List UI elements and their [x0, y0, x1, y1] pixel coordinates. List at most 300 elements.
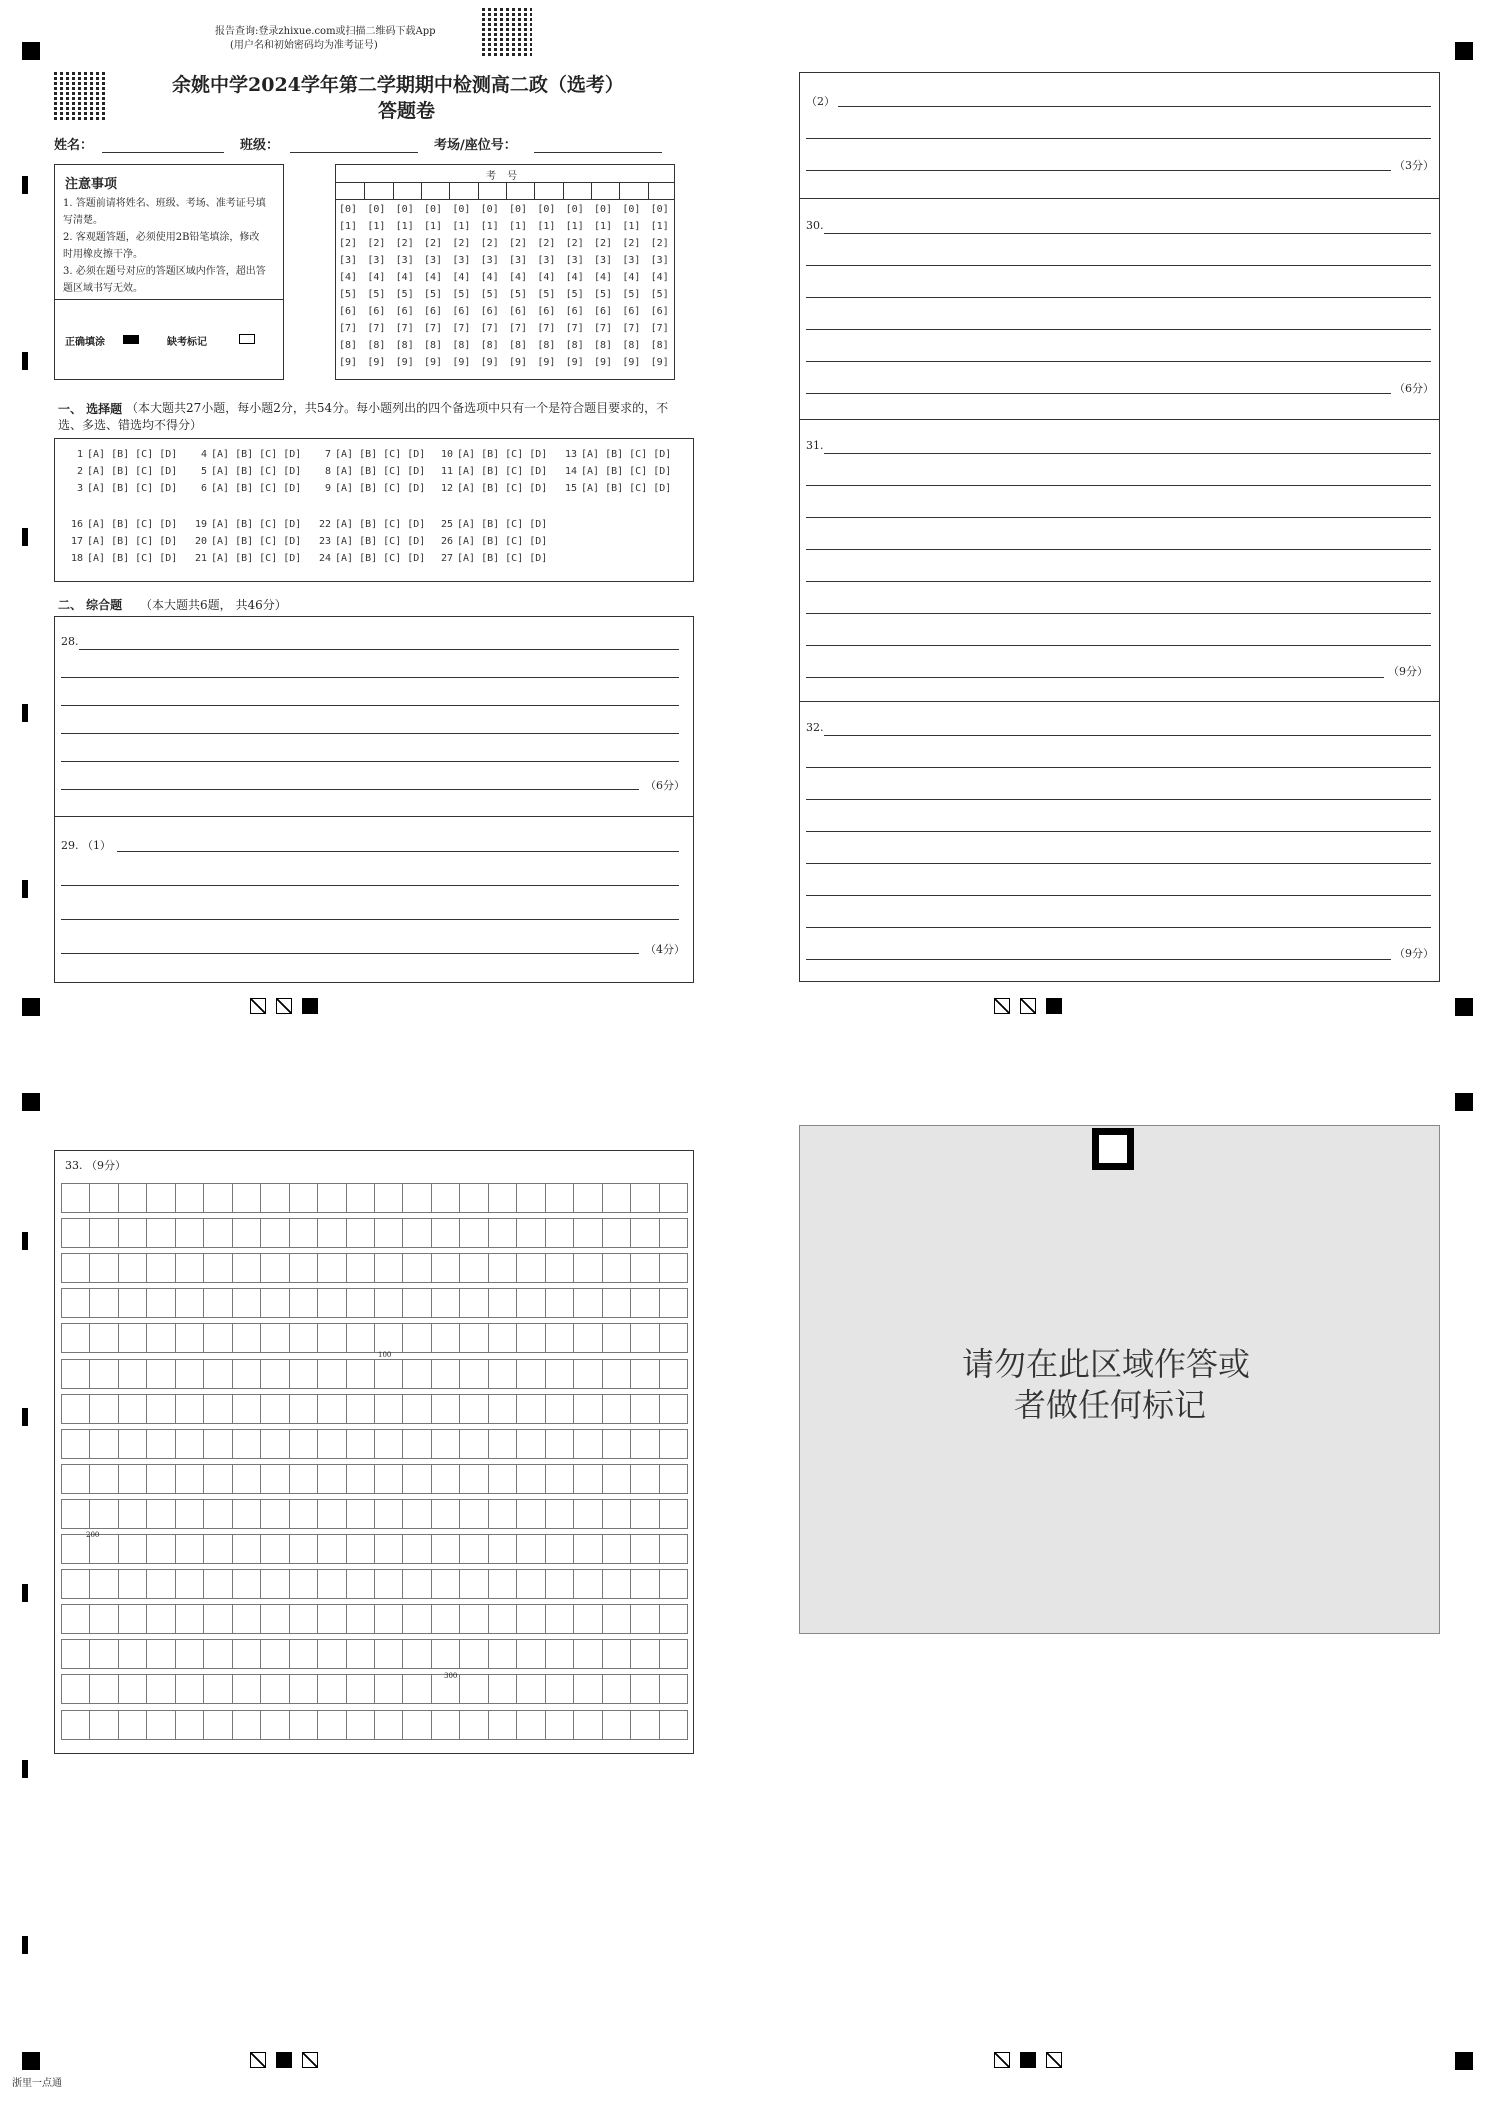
digit-bubble[interactable]: [6] — [565, 306, 584, 317]
essay-cell[interactable] — [659, 1253, 688, 1283]
digit-bubble[interactable]: [4] — [367, 272, 386, 283]
essay-cell[interactable] — [146, 1218, 175, 1248]
essay-cell[interactable] — [289, 1674, 318, 1704]
essay-cell[interactable] — [346, 1359, 375, 1389]
essay-cell[interactable] — [516, 1323, 545, 1353]
essay-cell[interactable] — [175, 1710, 204, 1740]
essay-cell[interactable] — [175, 1183, 204, 1213]
essay-cell[interactable] — [630, 1253, 659, 1283]
essay-cell[interactable] — [118, 1253, 147, 1283]
essay-cell[interactable] — [260, 1674, 289, 1704]
digit-bubble[interactable]: [2] — [367, 238, 386, 249]
essay-cell[interactable] — [260, 1569, 289, 1599]
essay-cell[interactable] — [431, 1429, 460, 1459]
essay-cell[interactable] — [630, 1218, 659, 1248]
essay-cell[interactable] — [346, 1323, 375, 1353]
answer-line[interactable] — [806, 549, 1431, 550]
essay-cell[interactable] — [659, 1639, 688, 1669]
essay-cell[interactable] — [118, 1639, 147, 1669]
essay-cell[interactable] — [374, 1429, 403, 1459]
digit-bubble[interactable]: [7] — [509, 323, 528, 334]
essay-cell[interactable] — [545, 1288, 574, 1318]
digit-bubble[interactable]: [3] — [565, 255, 584, 266]
essay-cell[interactable] — [175, 1464, 204, 1494]
digit-bubble[interactable]: [4] — [509, 272, 528, 283]
essay-cell[interactable] — [260, 1288, 289, 1318]
essay-cell[interactable] — [573, 1429, 602, 1459]
essay-cell[interactable] — [346, 1218, 375, 1248]
digit-bubble[interactable]: [6] — [537, 306, 556, 317]
essay-cell[interactable] — [289, 1639, 318, 1669]
answer-line[interactable] — [806, 485, 1431, 486]
essay-cell[interactable] — [602, 1499, 631, 1529]
essay-cell[interactable] — [402, 1359, 431, 1389]
digit-bubble[interactable]: [6] — [622, 306, 641, 317]
essay-cell[interactable] — [459, 1323, 488, 1353]
digit-bubble[interactable]: [2] — [480, 238, 499, 249]
essay-cell[interactable] — [61, 1288, 90, 1318]
digit-bubble[interactable]: [9] — [537, 357, 556, 368]
essay-cell[interactable] — [346, 1604, 375, 1634]
essay-cell[interactable] — [203, 1359, 232, 1389]
essay-cell[interactable] — [232, 1253, 261, 1283]
essay-cell[interactable] — [459, 1464, 488, 1494]
digit-bubble[interactable]: [6] — [480, 306, 499, 317]
digit-bubble[interactable]: [4] — [480, 272, 499, 283]
essay-cell[interactable] — [659, 1499, 688, 1529]
essay-cell[interactable] — [374, 1218, 403, 1248]
essay-cell[interactable] — [89, 1288, 118, 1318]
essay-cell[interactable] — [459, 1499, 488, 1529]
essay-cell[interactable] — [545, 1639, 574, 1669]
essay-cell[interactable] — [402, 1429, 431, 1459]
essay-cell[interactable] — [203, 1183, 232, 1213]
essay-cell[interactable] — [89, 1253, 118, 1283]
answer-line[interactable] — [806, 767, 1431, 768]
digit-bubble[interactable]: [1] — [339, 221, 358, 232]
digit-bubble[interactable]: [6] — [424, 306, 443, 317]
essay-cell[interactable] — [203, 1639, 232, 1669]
essay-cell[interactable] — [402, 1288, 431, 1318]
digit-bubble[interactable]: [1] — [452, 221, 471, 232]
digit-bubble[interactable]: [1] — [424, 221, 443, 232]
essay-cell[interactable] — [431, 1323, 460, 1353]
essay-cell[interactable] — [203, 1534, 232, 1564]
essay-cell[interactable] — [232, 1359, 261, 1389]
digit-bubble[interactable]: [1] — [509, 221, 528, 232]
essay-cell[interactable] — [260, 1534, 289, 1564]
essay-cell[interactable] — [118, 1394, 147, 1424]
essay-cell[interactable] — [516, 1183, 545, 1213]
digit-bubble[interactable]: [6] — [509, 306, 528, 317]
essay-cell[interactable] — [402, 1639, 431, 1669]
essay-cell[interactable] — [260, 1253, 289, 1283]
choice-question[interactable]: 18 [A] [B] [C] [D] — [70, 553, 178, 564]
digit-bubble[interactable]: [9] — [622, 357, 641, 368]
essay-cell[interactable] — [374, 1569, 403, 1599]
answer-line[interactable] — [806, 613, 1431, 614]
essay-cell[interactable] — [175, 1429, 204, 1459]
essay-cell[interactable] — [374, 1253, 403, 1283]
answer-line[interactable] — [806, 265, 1431, 266]
essay-cell[interactable] — [488, 1499, 517, 1529]
essay-cell[interactable] — [118, 1604, 147, 1634]
essay-cell[interactable] — [289, 1710, 318, 1740]
essay-cell[interactable] — [659, 1288, 688, 1318]
essay-cell[interactable] — [232, 1394, 261, 1424]
choice-question[interactable]: 17 [A] [B] [C] [D] — [70, 536, 178, 547]
digit-bubble[interactable]: [6] — [367, 306, 386, 317]
essay-cell[interactable] — [545, 1394, 574, 1424]
choice-question[interactable]: 15 [A] [B] [C] [D] — [564, 483, 672, 494]
essay-cell[interactable] — [630, 1710, 659, 1740]
digit-bubble[interactable]: [1] — [594, 221, 613, 232]
digit-bubble[interactable]: [3] — [537, 255, 556, 266]
digit-bubble[interactable]: [3] — [594, 255, 613, 266]
essay-cell[interactable] — [317, 1674, 346, 1704]
essay-cell[interactable] — [146, 1394, 175, 1424]
essay-cell[interactable] — [573, 1639, 602, 1669]
essay-cell[interactable] — [203, 1674, 232, 1704]
essay-cell[interactable] — [602, 1569, 631, 1599]
essay-cell[interactable] — [488, 1464, 517, 1494]
answer-line[interactable] — [61, 919, 679, 920]
digit-bubble[interactable]: [1] — [537, 221, 556, 232]
choice-question[interactable]: 12 [A] [B] [C] [D] — [440, 483, 548, 494]
essay-cell[interactable] — [232, 1464, 261, 1494]
essay-cell[interactable] — [317, 1183, 346, 1213]
essay-cell[interactable] — [516, 1288, 545, 1318]
essay-cell[interactable] — [602, 1674, 631, 1704]
essay-cell[interactable] — [61, 1639, 90, 1669]
answer-line[interactable] — [61, 705, 679, 706]
digit-bubble[interactable]: [5] — [339, 289, 358, 300]
digit-bubble[interactable]: [4] — [565, 272, 584, 283]
choice-question[interactable]: 26 [A] [B] [C] [D] — [440, 536, 548, 547]
essay-cell[interactable] — [346, 1569, 375, 1599]
essay-cell[interactable] — [118, 1359, 147, 1389]
essay-cell[interactable] — [488, 1674, 517, 1704]
digit-bubble[interactable]: [7] — [594, 323, 613, 334]
answer-line[interactable] — [806, 895, 1431, 896]
essay-cell[interactable] — [374, 1183, 403, 1213]
answer-line[interactable] — [61, 953, 639, 954]
digit-bubble[interactable]: [0] — [424, 204, 443, 215]
digit-bubble[interactable]: [7] — [565, 323, 584, 334]
essay-cell[interactable] — [317, 1253, 346, 1283]
choice-question[interactable]: 8 [A] [B] [C] [D] — [324, 466, 426, 477]
essay-cell[interactable] — [317, 1288, 346, 1318]
digit-bubble[interactable]: [3] — [480, 255, 499, 266]
digit-bubble[interactable]: [9] — [339, 357, 358, 368]
essay-cell[interactable] — [289, 1323, 318, 1353]
essay-cell[interactable] — [118, 1183, 147, 1213]
digit-bubble[interactable]: [9] — [565, 357, 584, 368]
digit-bubble[interactable]: [1] — [480, 221, 499, 232]
answer-line[interactable] — [61, 885, 679, 886]
digit-bubble[interactable]: [4] — [537, 272, 556, 283]
digit-bubble[interactable]: [7] — [367, 323, 386, 334]
digit-bubble[interactable]: [0] — [452, 204, 471, 215]
essay-cell[interactable] — [659, 1394, 688, 1424]
essay-cell[interactable] — [175, 1394, 204, 1424]
essay-cell[interactable] — [573, 1534, 602, 1564]
essay-cell[interactable] — [516, 1674, 545, 1704]
essay-cell[interactable] — [573, 1253, 602, 1283]
choice-question[interactable]: 21 [A] [B] [C] [D] — [194, 553, 302, 564]
essay-cell[interactable] — [459, 1604, 488, 1634]
essay-cell[interactable] — [431, 1464, 460, 1494]
essay-cell[interactable] — [203, 1464, 232, 1494]
essay-cell[interactable] — [317, 1323, 346, 1353]
essay-cell[interactable] — [346, 1639, 375, 1669]
essay-cell[interactable] — [602, 1359, 631, 1389]
essay-cell[interactable] — [260, 1429, 289, 1459]
answer-line[interactable] — [806, 799, 1431, 800]
choice-question[interactable]: 22 [A] [B] [C] [D] — [318, 519, 426, 530]
essay-cell[interactable] — [630, 1569, 659, 1599]
digit-bubble[interactable]: [5] — [622, 289, 641, 300]
essay-cell[interactable] — [402, 1674, 431, 1704]
essay-cell[interactable] — [545, 1429, 574, 1459]
digit-bubble[interactable]: [8] — [622, 340, 641, 351]
essay-cell[interactable] — [402, 1464, 431, 1494]
answer-line[interactable] — [806, 138, 1431, 139]
essay-cell[interactable] — [402, 1183, 431, 1213]
choice-question[interactable]: 25 [A] [B] [C] [D] — [440, 519, 548, 530]
choice-question[interactable]: 7 [A] [B] [C] [D] — [324, 449, 426, 460]
essay-cell[interactable] — [203, 1604, 232, 1634]
essay-cell[interactable] — [317, 1359, 346, 1389]
essay-cell[interactable] — [232, 1499, 261, 1529]
digit-bubble[interactable]: [6] — [452, 306, 471, 317]
essay-cell[interactable] — [317, 1464, 346, 1494]
answer-line[interactable] — [806, 361, 1431, 362]
digit-bubble[interactable]: [3] — [650, 255, 669, 266]
essay-cell[interactable] — [431, 1288, 460, 1318]
digit-bubble[interactable]: [4] — [452, 272, 471, 283]
essay-cell[interactable] — [659, 1674, 688, 1704]
digit-bubble[interactable]: [0] — [367, 204, 386, 215]
essay-cell[interactable] — [61, 1604, 90, 1634]
essay-cell[interactable] — [146, 1674, 175, 1704]
essay-cell[interactable] — [402, 1323, 431, 1353]
essay-cell[interactable] — [61, 1464, 90, 1494]
digit-bubble[interactable]: [4] — [622, 272, 641, 283]
essay-cell[interactable] — [146, 1288, 175, 1318]
essay-cell[interactable] — [260, 1323, 289, 1353]
essay-cell[interactable] — [232, 1710, 261, 1740]
answer-line[interactable] — [824, 233, 1431, 234]
essay-cell[interactable] — [488, 1323, 517, 1353]
essay-cell[interactable] — [602, 1710, 631, 1740]
essay-cell[interactable] — [602, 1604, 631, 1634]
essay-cell[interactable] — [545, 1710, 574, 1740]
choice-question[interactable]: 16 [A] [B] [C] [D] — [70, 519, 178, 530]
digit-bubble[interactable]: [9] — [480, 357, 499, 368]
essay-cell[interactable] — [175, 1534, 204, 1564]
digit-bubble[interactable]: [0] — [594, 204, 613, 215]
essay-cell[interactable] — [630, 1534, 659, 1564]
essay-cell[interactable] — [459, 1569, 488, 1599]
essay-cell[interactable] — [573, 1359, 602, 1389]
essay-cell[interactable] — [459, 1639, 488, 1669]
essay-cell[interactable] — [146, 1710, 175, 1740]
essay-cell[interactable] — [346, 1253, 375, 1283]
essay-cell[interactable] — [203, 1253, 232, 1283]
answer-line[interactable] — [61, 677, 679, 678]
essay-cell[interactable] — [118, 1569, 147, 1599]
essay-cell[interactable] — [260, 1710, 289, 1740]
digit-bubble[interactable]: [0] — [480, 204, 499, 215]
essay-cell[interactable] — [289, 1183, 318, 1213]
essay-cell[interactable] — [175, 1499, 204, 1529]
essay-cell[interactable] — [232, 1288, 261, 1318]
essay-cell[interactable] — [602, 1288, 631, 1318]
digit-bubble[interactable]: [8] — [509, 340, 528, 351]
class-field[interactable] — [290, 152, 418, 153]
answer-line[interactable] — [806, 927, 1431, 928]
essay-cell[interactable] — [488, 1429, 517, 1459]
essay-cell[interactable] — [573, 1323, 602, 1353]
choice-question[interactable]: 14 [A] [B] [C] [D] — [564, 466, 672, 477]
essay-cell[interactable] — [118, 1288, 147, 1318]
essay-cell[interactable] — [488, 1394, 517, 1424]
choice-question[interactable]: 24 [A] [B] [C] [D] — [318, 553, 426, 564]
essay-cell[interactable] — [630, 1429, 659, 1459]
essay-cell[interactable] — [260, 1359, 289, 1389]
essay-cell[interactable] — [203, 1710, 232, 1740]
digit-bubble[interactable]: [5] — [509, 289, 528, 300]
essay-cell[interactable] — [89, 1710, 118, 1740]
essay-cell[interactable] — [260, 1218, 289, 1248]
essay-cell[interactable] — [516, 1569, 545, 1599]
essay-cell[interactable] — [317, 1710, 346, 1740]
choice-question[interactable]: 6 [A] [B] [C] [D] — [200, 483, 302, 494]
essay-cell[interactable] — [602, 1253, 631, 1283]
essay-cell[interactable] — [431, 1253, 460, 1283]
essay-cell[interactable] — [89, 1604, 118, 1634]
essay-cell[interactable] — [374, 1710, 403, 1740]
essay-cell[interactable] — [61, 1569, 90, 1599]
essay-cell[interactable] — [89, 1218, 118, 1248]
digit-bubble[interactable]: [2] — [622, 238, 641, 249]
essay-cell[interactable] — [232, 1323, 261, 1353]
answer-line[interactable] — [806, 831, 1431, 832]
essay-cell[interactable] — [146, 1639, 175, 1669]
essay-cell[interactable] — [61, 1394, 90, 1424]
essay-cell[interactable] — [573, 1674, 602, 1704]
essay-cell[interactable] — [630, 1394, 659, 1424]
digit-bubble[interactable]: [0] — [509, 204, 528, 215]
digit-bubble[interactable]: [0] — [650, 204, 669, 215]
essay-cell[interactable] — [175, 1569, 204, 1599]
essay-cell[interactable] — [431, 1394, 460, 1424]
essay-cell[interactable] — [374, 1639, 403, 1669]
essay-cell[interactable] — [630, 1183, 659, 1213]
digit-bubble[interactable]: [1] — [395, 221, 414, 232]
essay-cell[interactable] — [89, 1499, 118, 1529]
essay-grid[interactable] — [61, 1183, 687, 1745]
answer-line[interactable] — [61, 733, 679, 734]
essay-cell[interactable] — [431, 1569, 460, 1599]
choice-question[interactable]: 19 [A] [B] [C] [D] — [194, 519, 302, 530]
digit-bubble[interactable]: [3] — [452, 255, 471, 266]
digit-bubble[interactable]: [9] — [367, 357, 386, 368]
essay-cell[interactable] — [61, 1429, 90, 1459]
essay-cell[interactable] — [602, 1464, 631, 1494]
essay-cell[interactable] — [317, 1218, 346, 1248]
essay-cell[interactable] — [175, 1604, 204, 1634]
essay-cell[interactable] — [630, 1359, 659, 1389]
digit-bubble[interactable]: [0] — [339, 204, 358, 215]
choice-question[interactable]: 27 [A] [B] [C] [D] — [440, 553, 548, 564]
digit-bubble[interactable]: [5] — [424, 289, 443, 300]
essay-cell[interactable] — [488, 1218, 517, 1248]
essay-cell[interactable] — [203, 1499, 232, 1529]
essay-cell[interactable] — [630, 1464, 659, 1494]
essay-cell[interactable] — [545, 1253, 574, 1283]
essay-cell[interactable] — [659, 1534, 688, 1564]
digit-bubble[interactable]: [4] — [424, 272, 443, 283]
essay-cell[interactable] — [459, 1359, 488, 1389]
essay-cell[interactable] — [659, 1359, 688, 1389]
digit-bubble[interactable]: [8] — [537, 340, 556, 351]
digit-bubble[interactable]: [0] — [622, 204, 641, 215]
digit-bubble[interactable]: [6] — [339, 306, 358, 317]
digit-bubble[interactable]: [6] — [594, 306, 613, 317]
essay-cell[interactable] — [630, 1639, 659, 1669]
essay-cell[interactable] — [602, 1323, 631, 1353]
essay-cell[interactable] — [146, 1183, 175, 1213]
seat-field[interactable] — [534, 152, 662, 153]
essay-cell[interactable] — [374, 1674, 403, 1704]
essay-cell[interactable] — [175, 1359, 204, 1389]
essay-cell[interactable] — [232, 1639, 261, 1669]
essay-cell[interactable] — [545, 1323, 574, 1353]
answer-line[interactable] — [806, 959, 1391, 960]
essay-cell[interactable] — [516, 1253, 545, 1283]
essay-cell[interactable] — [630, 1323, 659, 1353]
essay-cell[interactable] — [232, 1604, 261, 1634]
essay-cell[interactable] — [317, 1569, 346, 1599]
essay-cell[interactable] — [459, 1394, 488, 1424]
essay-cell[interactable] — [61, 1253, 90, 1283]
essay-cell[interactable] — [289, 1499, 318, 1529]
answer-line[interactable] — [806, 581, 1431, 582]
essay-cell[interactable] — [203, 1429, 232, 1459]
digit-bubble[interactable]: [2] — [537, 238, 556, 249]
choice-question[interactable]: 3 [A] [B] [C] [D] — [76, 483, 178, 494]
essay-cell[interactable] — [203, 1218, 232, 1248]
essay-cell[interactable] — [659, 1604, 688, 1634]
essay-cell[interactable] — [89, 1394, 118, 1424]
name-field[interactable] — [102, 152, 224, 153]
digit-bubble[interactable]: [5] — [395, 289, 414, 300]
essay-cell[interactable] — [659, 1464, 688, 1494]
essay-cell[interactable] — [203, 1288, 232, 1318]
essay-cell[interactable] — [545, 1359, 574, 1389]
essay-cell[interactable] — [317, 1394, 346, 1424]
essay-cell[interactable] — [402, 1394, 431, 1424]
essay-cell[interactable] — [146, 1569, 175, 1599]
essay-cell[interactable] — [431, 1604, 460, 1634]
essay-cell[interactable] — [289, 1288, 318, 1318]
essay-cell[interactable] — [402, 1569, 431, 1599]
answer-line[interactable] — [61, 761, 679, 762]
digit-bubble[interactable]: [9] — [452, 357, 471, 368]
essay-cell[interactable] — [346, 1464, 375, 1494]
